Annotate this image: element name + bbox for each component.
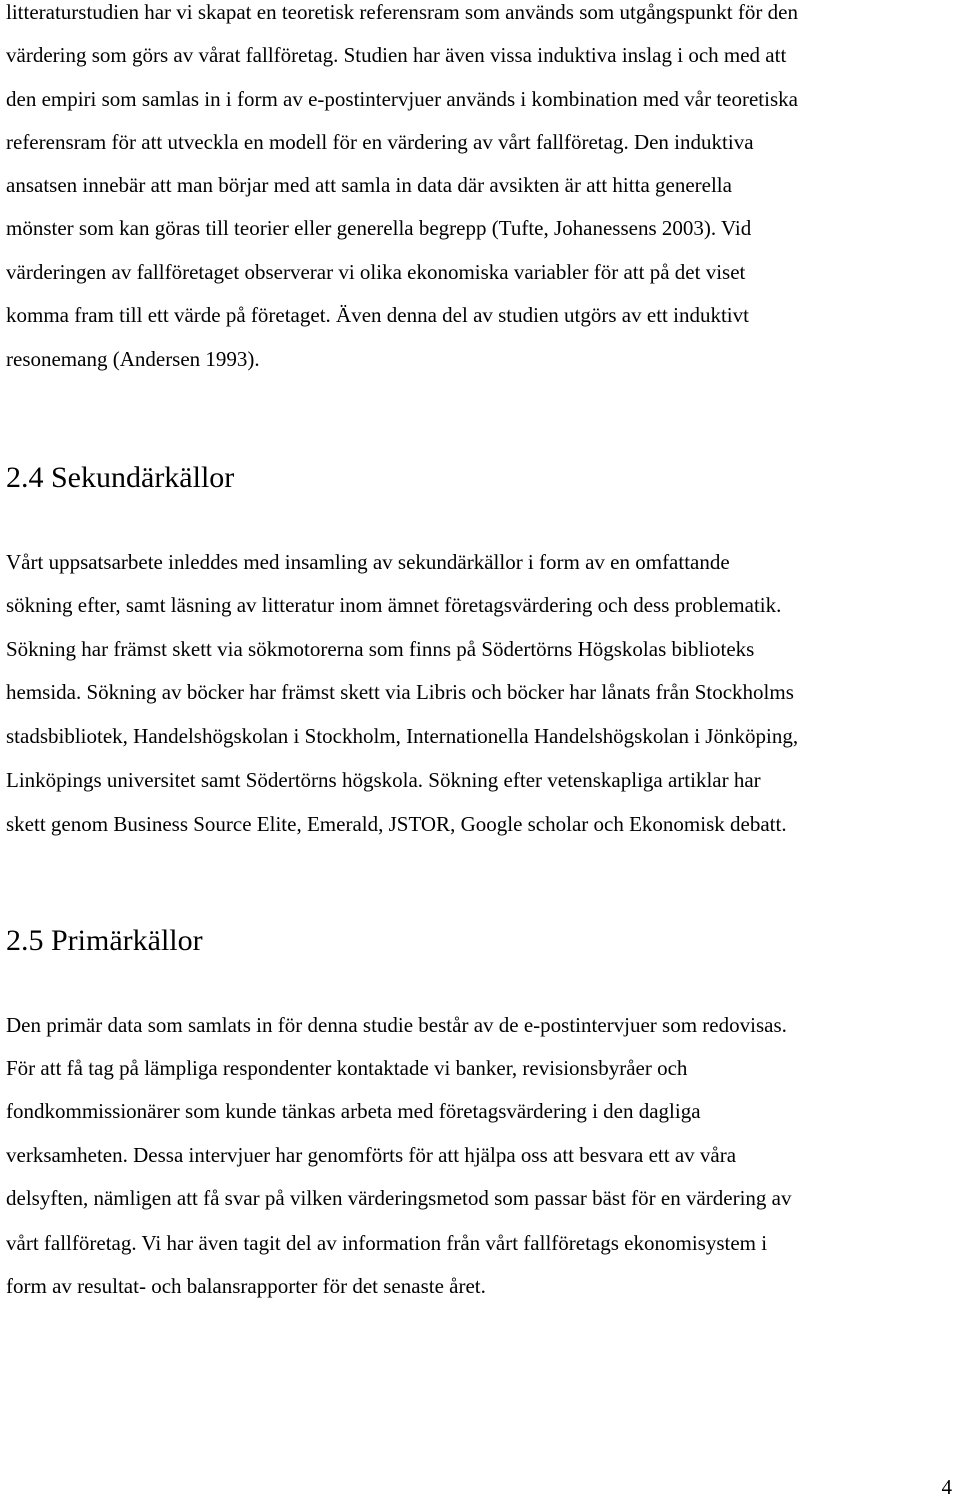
text-line: resonemang (Andersen 1993). bbox=[6, 347, 260, 371]
text-line: verksamheten. Dessa intervjuer har genomförts för att hjälpa oss att besvara ett av våra bbox=[6, 1143, 737, 1167]
text-line: Sökning har främst skett via sökmotorerna som finns på Södertörns Högskolas biblioteks bbox=[6, 637, 755, 661]
text-line: Den primär data som samlats in för denna studie består av de e-postintervjuer som redovisas. bbox=[6, 1013, 787, 1037]
text-line: stadsbibliotek, Handelshögskolan i Stockholm, Internationella Handelshögskolan i Jönköping, bbox=[6, 724, 799, 748]
text-line: den empiri som samlas in i form av e-postintervjuer används i kombination med vår teoretiska bbox=[6, 87, 798, 111]
text-line: För att få tag på lämpliga respondenter kontaktade vi banker, revisionsbyråer och bbox=[6, 1056, 688, 1080]
text-line: vårt fallföretag. Vi har även tagit del av information från vårt fallföretags ekonomisystem i bbox=[6, 1231, 768, 1255]
text-line: skett genom Business Source Elite, Emerald, JSTOR, Google scholar och Ekonomisk debatt. bbox=[6, 812, 787, 836]
text-line: delsyften, nämligen att få svar på vilken värderingsmetod som passar bäst för en värdering av bbox=[6, 1186, 792, 1210]
text-line: hemsida. Sökning av böcker har främst skett via Libris och böcker har lånats från Stockholms bbox=[6, 680, 794, 704]
text-line: Vårt uppsatsarbete inleddes med insamling av sekundärkällor i form av en omfattande bbox=[6, 550, 730, 574]
text-line: värderingen av fallföretaget observerar vi olika ekonomiska variabler för att på det viset bbox=[6, 260, 746, 284]
section-heading-primarkallor: 2.5 Primärkällor bbox=[6, 924, 203, 957]
text-line: Linköpings universitet samt Södertörns högskola. Sökning efter vetenskapliga artiklar har bbox=[6, 768, 761, 792]
text-line: litteraturstudien har vi skapat en teoretisk referensram som används som utgångspunkt för den bbox=[6, 0, 798, 24]
page-number: 4 bbox=[941, 1475, 952, 1499]
text-line: ansatsen innebär att man börjar med att samla in data där avsikten är att hitta generella bbox=[6, 173, 732, 197]
text-line: sökning efter, samt läsning av litteratur inom ämnet företagsvärdering och dess problematik. bbox=[6, 593, 782, 617]
text-line: komma fram till ett värde på företaget. Även denna del av studien utgörs av ett induktivt bbox=[6, 303, 749, 327]
text-line: referensram för att utveckla en modell för en värdering av vårt fallföretag. Den induktiva bbox=[6, 130, 754, 154]
section-heading-sekundarkallor: 2.4 Sekundärkällor bbox=[6, 461, 235, 494]
text-line: fondkommissionärer som kunde tänkas arbeta med företagsvärdering i den dagliga bbox=[6, 1099, 701, 1123]
text-line: mönster som kan göras till teorier eller generella begrepp (Tufte, Johanessens 2003). Vid bbox=[6, 216, 752, 240]
text-line: värdering som görs av vårat fallföretag. Studien har även vissa induktiva inslag i och med att bbox=[6, 43, 787, 67]
text-line: form av resultat- och balansrapporter för det senaste året. bbox=[6, 1274, 486, 1298]
